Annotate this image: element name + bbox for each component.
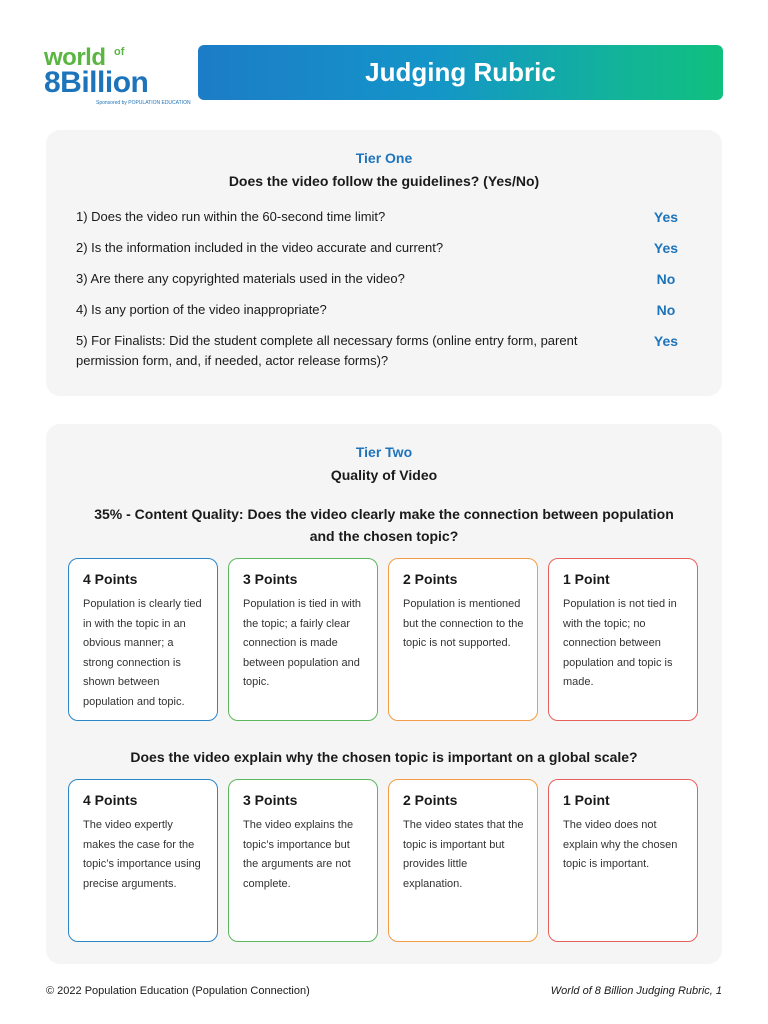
question-text: 1) Does the video run within the 60-second time limit? — [76, 209, 386, 224]
question-answer: Yes — [653, 209, 679, 225]
card-points: 3 Points — [243, 792, 298, 808]
card-description: Population is not tied in with the topic; no connection between population and topic is made. — [563, 598, 677, 688]
world-of-8-billion-logo[interactable] — [44, 44, 194, 110]
card-points: 4 Points — [83, 571, 138, 587]
global-importance-heading: Does the video explain why the chosen topic is important on a global scale? — [130, 749, 638, 765]
question-text: 2) Is the information included in the video accurate and current? — [76, 240, 444, 255]
rubric-card-3-points — [228, 779, 378, 942]
logo-billion-text: 8Billion — [44, 66, 149, 99]
footer-copyright: © 2022 Population Education (Population Connection) — [46, 985, 310, 997]
tier-one-label: Tier One — [355, 150, 413, 166]
page-title: Judging Rubric — [365, 57, 556, 87]
rubric-card-1-point — [548, 779, 698, 942]
rubric-card-4-points — [68, 779, 218, 942]
question-answer: No — [656, 302, 676, 318]
tier-one-panel — [46, 130, 722, 396]
title-banner — [198, 45, 723, 100]
logo-world-text: world — [44, 44, 106, 71]
rubric-card-1-point — [548, 558, 698, 721]
question-text: 3) Are there any copyrighted materials used in the video? — [76, 271, 405, 286]
rubric-card-3-points — [228, 558, 378, 721]
card-points: 2 Points — [403, 792, 458, 808]
question-answer: Yes — [653, 333, 679, 349]
card-description: The video expertly makes the case for the topic’s importance using precise arguments. — [83, 819, 201, 890]
card-points: 2 Points — [403, 571, 458, 587]
card-description: Population is mentioned but the connection to the topic is not supported. — [403, 598, 524, 649]
tier-one-heading: Does the video follow the guidelines? (Yes/No) — [228, 173, 540, 189]
tier-two-label: Tier Two — [355, 444, 413, 460]
card-description: Population is tied in with the topic; a fairly clear connection is made between population and topic. — [243, 598, 362, 688]
question-answer: No — [656, 271, 676, 287]
header — [0, 0, 768, 110]
rubric-card-4-points — [68, 558, 218, 721]
rubric-card-2-points — [388, 558, 538, 721]
logo-of-text: of — [114, 46, 125, 58]
question-text: 5) For Finalists: Did the student complete all necessary forms (online entry form, parent permission form, and, if needed, actor release forms)? — [76, 333, 578, 368]
question-text: 4) Is any portion of the video inappropriate? — [76, 302, 327, 317]
content-quality-heading: 35% - Content Quality: Does the video clearly make the connection between population and the chosen topic? — [94, 506, 674, 544]
question-answer: Yes — [653, 240, 679, 256]
card-points: 4 Points — [83, 792, 138, 808]
card-description: The video does not explain why the chosen topic is important. — [563, 819, 678, 870]
card-description: The video states that the topic is important but provides little explanation. — [403, 819, 524, 890]
tier-two-heading: Quality of Video — [330, 467, 438, 483]
card-description: The video explains the topic’s importance but the arguments are not complete. — [243, 819, 354, 890]
card-points: 1 Point — [563, 571, 610, 587]
tier-two-panel — [46, 424, 722, 964]
rubric-card-2-points — [388, 779, 538, 942]
card-points: 3 Points — [243, 571, 298, 587]
footer-page-label: World of 8 Billion Judging Rubric, 1 — [550, 985, 722, 997]
card-description: Population is clearly tied in with the topic in an obvious manner; a strong connection is shown between population and topic. — [83, 598, 202, 708]
logo-sponsor-text: Sponsored by POPULATION EDUCATION — [96, 100, 191, 106]
card-points: 1 Point — [563, 792, 610, 808]
